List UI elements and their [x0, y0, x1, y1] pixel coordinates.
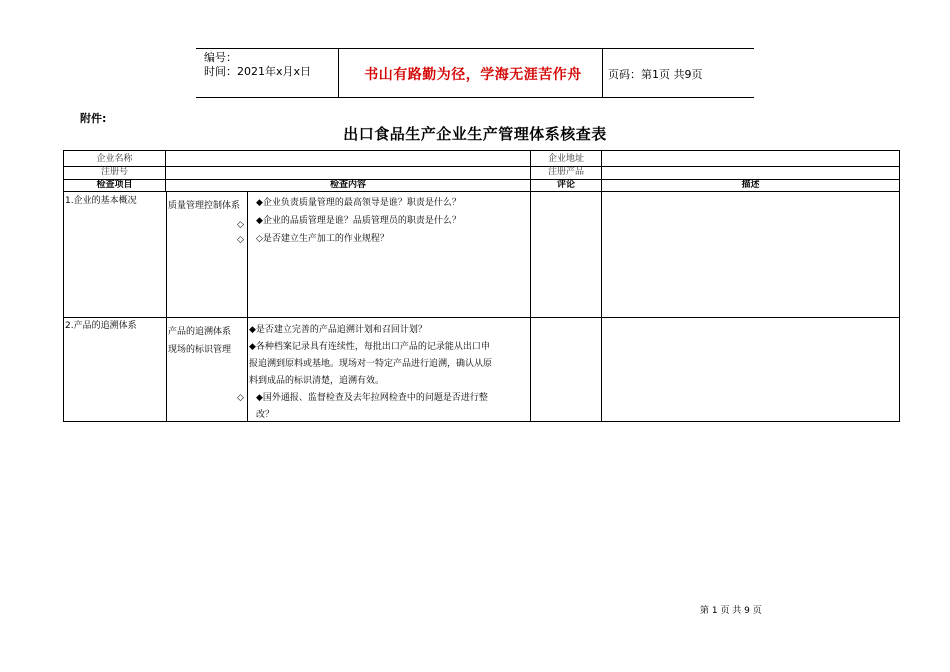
column-header-description: 描述 — [741, 180, 760, 190]
row2-subitem: 现场的标识管理 — [168, 345, 232, 355]
company-address-label: 企业地址 — [547, 154, 584, 164]
company-address-value[interactable] — [602, 152, 899, 165]
company-name-label: 企业名称 — [96, 154, 133, 164]
row2-description[interactable] — [602, 318, 899, 421]
document-header — [196, 48, 754, 98]
attachment-label: 附件: — [80, 112, 107, 125]
row1-marker: ◇ — [237, 235, 244, 245]
column-header-item: 检查项目 — [96, 180, 133, 190]
header-divider — [338, 49, 339, 97]
row2-marker: ◇ — [237, 393, 244, 403]
registered-products-value[interactable] — [602, 167, 899, 179]
row1-subitem: 质量管理控制体系 — [168, 201, 241, 211]
row2-content-line: 报追溯到原料或基地。现场对一特定产品进行追溯，确认从原 — [249, 359, 493, 369]
row2-content-line: 改？ — [256, 410, 275, 420]
row2-content-line: ◆各种档案记录具有连续性，每批出口产品的记录能从出口申 — [249, 342, 490, 352]
row2-item: 2.产品的追溯体系 — [65, 321, 137, 331]
number-label: 编号： — [204, 51, 237, 64]
row2-content-line: 料到成品的标识清楚，追溯有效。 — [249, 376, 385, 386]
column-header-comment: 评论 — [556, 180, 575, 190]
row1-description[interactable] — [602, 192, 899, 317]
table-rule — [166, 191, 167, 421]
row1-content-line: ◆企业负责质量管理的最高领导是谁？职责是什么？ — [256, 198, 461, 208]
registered-products-label: 注册产品 — [547, 167, 584, 177]
row2-comment[interactable] — [531, 318, 601, 421]
row1-comment[interactable] — [531, 192, 601, 317]
header-motto: 书山有路勤为径，学海无涯苦作舟 — [364, 67, 582, 83]
row1-item: 1.企业的基本概况 — [65, 196, 137, 206]
row1-content-line: ◇是否建立生产加工的作业规程？ — [256, 234, 389, 244]
column-header-content: 检查内容 — [329, 180, 366, 190]
table-rule — [247, 191, 248, 421]
row2-content-line: ◆是否建立完善的产品追溯计划和召回计划？ — [249, 325, 427, 335]
page-footer: 第 1 页 共 9 页 — [700, 606, 762, 616]
row2-subitem: 产品的追溯体系 — [168, 327, 232, 337]
document-title: 出口食品生产企业生产管理体系核查表 — [343, 125, 607, 143]
registration-no-label: 注册号 — [100, 167, 128, 177]
company-name-value[interactable] — [166, 152, 530, 165]
page-indicator: 页码：第1页 共9页 — [608, 68, 703, 81]
time-label: 时间：2021年x月x日 — [204, 65, 312, 78]
checklist-table — [63, 150, 900, 422]
row2-content-line: ◆国外通报、监督检查及去年拉网检查中的问题是否进行整 — [256, 393, 488, 403]
row1-content-line: ◆企业的品质管理是谁？品质管理员的职责是什么？ — [256, 216, 461, 226]
row1-marker: ◇ — [237, 220, 244, 230]
registration-no-value[interactable] — [166, 167, 530, 179]
header-meta — [204, 51, 311, 79]
